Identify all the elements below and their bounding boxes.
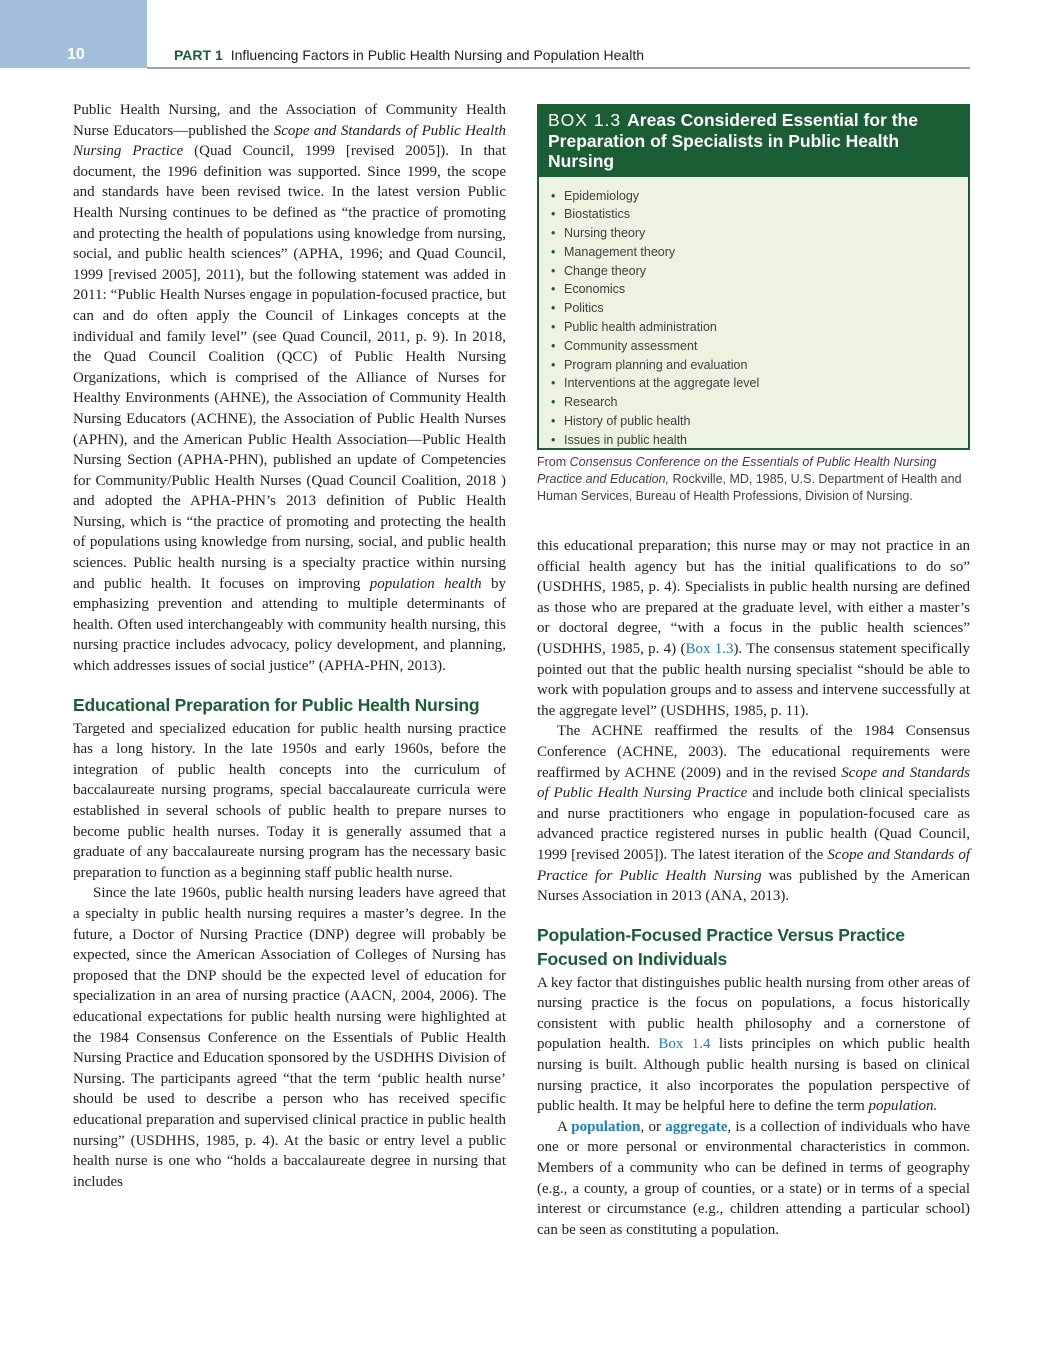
- list-item: • History of public health: [551, 412, 968, 431]
- list-item: • Management theory: [551, 243, 968, 262]
- text-run: Rockville, MD, 1985, U.S. Department of Health and Human Services, Bureau of Health Professions, Division of Nursing.: [537, 472, 962, 503]
- list-item: • Economics: [551, 280, 968, 299]
- italic-title: Consensus Conference on the Essentials of Public Health Nursing Practice and Education,: [537, 455, 937, 486]
- part-label: PART 1: [174, 47, 223, 63]
- text-run: Public Health Nursing, and the Association of Community Health Nurse Educators—published the: [73, 102, 506, 139]
- text-run: The ACHNE reaffirmed the results of the 1984 Consensus Conference (ACHNE, 2003). The educational requirements were reaffirmed by ACHNE (2009) and in the revised: [537, 723, 970, 781]
- text-run: , or: [640, 1118, 666, 1135]
- italic-title: Scope and Standards of Practice for Public Health Nursing: [537, 846, 970, 884]
- box-1-3: [537, 104, 970, 450]
- running-head: [174, 47, 644, 63]
- list-item: • Politics: [551, 299, 968, 318]
- text-run: (Quad Council, 1999 [revised 2005]). In that document, the 1996 definition was supported. Since 1999, the scope and standards have been revised twice. In the latest version Public Health Nursing continues to be defined as “the practice of promoting and protecting the health of populations using knowledge from nursing, social, and public health sciences” (APHA, 1996; and Quad Council, 1999 [revised 2005], 2011), but the following statement was added in 2011: “Public Health Nurses engage in population-focused practice, but can and do often apply the Council of Linkages concepts at the individual and family level” (see Quad Council, 2011, p. 9). In 2018, the Quad Council Coalition (QCC) of Public Health Nursing Organizations, which is comprised of the Alliance of Nurses for Healthy Environments (AHNE), the Association of Community Health Nursing Educators (ACHNE), the Association of Public Health Nurses (APHN), and the American Public Health Association—Public Health Nursing Section (APHA-PHN), published an update of Competencies for Community/Public Health Nurses (Quad Council Coalition, 2018 ) and adopted the APHA-PHN’s 2013 definition of Public Health Nursing, which is “the practice of promoting and protecting the health of populations using knowledge from nursing, social, and public health sciences. Public health nursing is a specialty practice within nursing and public health. It focuses on improving: [73, 143, 506, 592]
- box-list: [539, 177, 968, 450]
- page-number-block: [0, 0, 147, 68]
- left-paragraph-1: [73, 100, 506, 677]
- header-rule: [147, 67, 970, 69]
- section-heading-educational-preparation: Educational Preparation for Public Health Nursing: [73, 694, 480, 715]
- list-item: • Change theory: [551, 262, 968, 281]
- box-source-note: [537, 454, 970, 505]
- text-run: A: [557, 1118, 572, 1135]
- text-run: by emphasizing prevention and attending to multiple determinants of health. Often used interchangeably with community health nursing, this nursing practice includes advocacy, policy development, and planning, which addresses issues of social justice” (APHA-PHN, 2013).: [73, 575, 507, 675]
- box-number: BOX 1.3: [548, 110, 622, 130]
- right-paragraph-3: [537, 973, 970, 1117]
- italic-term: population health: [369, 575, 482, 592]
- text-run: From: [537, 455, 570, 469]
- italic-title: Scope and Standards of Public Health Nursing Practice: [537, 764, 970, 802]
- italic-term: population.: [868, 1098, 938, 1115]
- right-column: [537, 536, 970, 1240]
- left-paragraph-3: Since the late 1960s, public health nursing leaders have agreed that a specialty in public health nursing requires a master’s degree. In the future, a Doctor of Nursing Practice (DNP) degree will probably be expected, since the American Association of Colleges of Nursing has proposed that the DNP should be the expected level of education for specialization in an area of nursing practice (AACN, 2004, 2006). The educational expectations for public health nursing were highlighted at the 1984 Consensus Conference on the Essentials of Public Health Nursing Practice and Education sponsored by the USDHHS Division of Nursing. The participants agreed “that the term ‘public health nurse’ should be used to describe a person who has received specific educational preparation and supervised clinical practice in public health nursing” (USDHHS, 1985, p. 4). At the basic or entry level a public health nurse is one who “holds a baccalaureate degree in nursing that includes: [73, 885, 506, 1190]
- list-item: • Nursing theory: [551, 224, 968, 243]
- list-item: • Biostatistics: [551, 205, 968, 224]
- list-item: • Research: [551, 393, 968, 412]
- box-header: [539, 106, 968, 177]
- box-title: Areas Considered Essential for the Preparation of Specialists in Public Health Nursing: [548, 110, 918, 171]
- text-run: this educational preparation; this nurse may or may not practice in an official health agency but has the initial qualifications to do so” (USDHHS, 1985, p. 4). Specialists in public health nursing are defined as those who are prepared at the graduate level, with either a master’s or doctoral degree, “with a focus in the public health sciences” (USDHHS, 1985, p. 4) (: [537, 538, 970, 657]
- glossary-term-population[interactable]: population: [571, 1118, 641, 1135]
- list-item: • Epidemiology: [551, 187, 968, 206]
- right-paragraph-4: [537, 1117, 970, 1241]
- page-number: 10: [67, 46, 85, 63]
- right-paragraph-1: [537, 536, 970, 721]
- list-item: • Community assessment: [551, 337, 968, 356]
- right-paragraph-2: [537, 721, 970, 906]
- text-run: ). The consensus statement specifically pointed out that the public health nursing specialist “should be able to work with population groups and to assess and intervene successfully at the aggregate level” (USDHHS, 1985, p. 11).: [537, 640, 970, 719]
- text-run: A key factor that distinguishes public health nursing from other areas of nursing practice is the focus on populations, a focus historically consistent with public health philosophy and a cornerstone of population health.: [537, 974, 970, 1053]
- box-1-3-link[interactable]: Box 1.3: [685, 640, 734, 657]
- italic-title: Scope and Standards of Public Health Nursing Practice: [73, 122, 506, 160]
- section-heading-population-focused: Population-Focused Practice Versus Practice Focused on Individuals: [537, 924, 905, 969]
- part-title: Influencing Factors in Public Health Nursing and Population Health: [230, 47, 644, 63]
- left-paragraph-2: Targeted and specialized education for public health nursing practice has a long history. In the late 1950s and early 1960s, before the integration of public health concepts into the curriculum of baccalaureate nursing programs, special baccalaureate curricula were established in several schools of public health to prepare nurses to become public health nurses. Today it is generally assumed that a graduate of any baccalaureate nursing program has the necessary basic preparation to function as a beginning staff public health nurse.: [73, 720, 506, 881]
- list-item: • Issues in public health: [551, 431, 968, 450]
- text-run: was published by the American Nurses Association in 2013 (ANA, 2013).: [537, 867, 970, 905]
- left-column: [73, 100, 506, 1192]
- text-run: and include both clinical specialists and nurse practitioners who engage in population-focused care as advanced practice registered nurses in public health (Quad Council, 1999 [revised 2005]). The latest iteration of the: [537, 785, 970, 863]
- glossary-term-aggregate[interactable]: aggregate: [665, 1118, 728, 1135]
- list-item: • Public health administration: [551, 318, 968, 337]
- list-item: • Interventions at the aggregate level: [551, 374, 968, 393]
- text-run: lists principles on which public health nursing is built. Although public health nursing is based on clinical nursing practice, it also incorporates the population perspective of public health. It may be helpful here to define the term: [537, 1036, 970, 1115]
- box-1-4-link[interactable]: Box 1.4: [658, 1036, 711, 1053]
- list-item: • Program planning and evaluation: [551, 356, 968, 375]
- text-run: , is a collection of individuals who have one or more personal or environmental characteristics in common. Members of a community who can be defined in terms of geography (e.g., a county, a group of counties, or a state) or in terms of a special interest or circumstance (e.g., children attending a particular school) can be seen as constituting a population.: [537, 1118, 971, 1238]
